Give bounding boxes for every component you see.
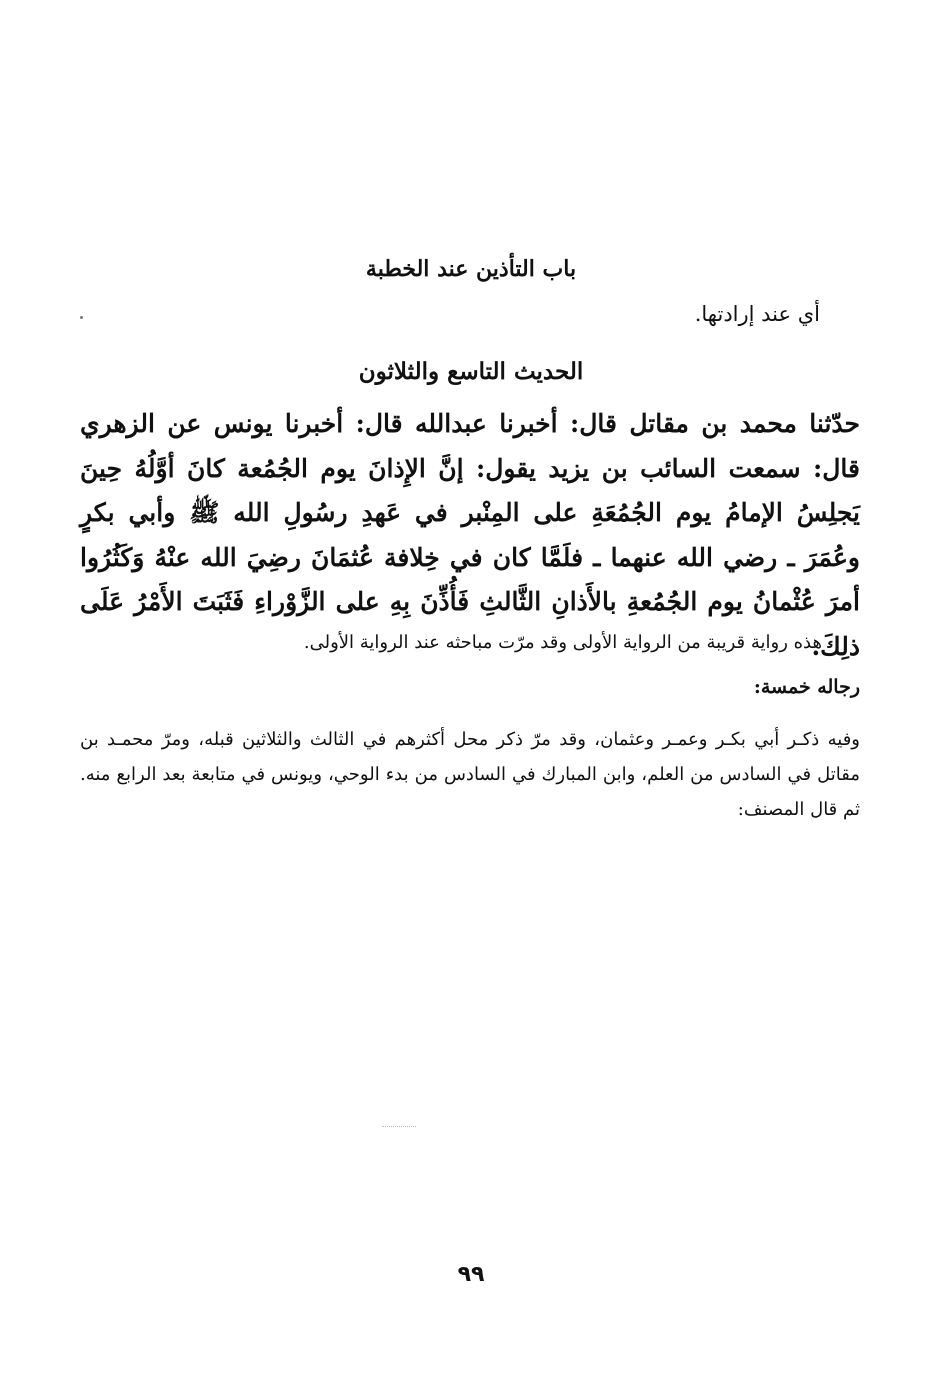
page-number: ٩٩: [457, 1262, 485, 1287]
narrators-text: وفيه ذكـر أبي بكـر وعمـر وعثمان، وقد مرّ ذكر محل أكثرهم في الثالث والثلاثين قبله، ومرّ محمـد بن مقاتل في السادس من العلم، وابن المبارك في السادس من بدء الوحي، ويونس في متابعة بعد الرابع منه. ثم قال المصنف:: [80, 729, 860, 820]
scan-speck: [80, 316, 83, 319]
scan-blemish: [382, 1126, 416, 1129]
commentary-text: هذه رواية قريبة من الرواية الأولى وقد مرّت مباحثه عند الرواية الأولى.: [303, 632, 822, 653]
narrators-heading: رجاله خمسة:: [753, 676, 860, 698]
chapter-title: باب التأذين عند الخطبة: [365, 256, 577, 282]
chapter-intro: أي عند إرادتها.: [694, 302, 820, 326]
hadith-title: الحديث التاسع والثلاثون: [358, 358, 584, 385]
hadith-text: حدّثنا محمد بن مقاتل قال: أخبرنا عبدالله قال: أخبرنا يونس عن الزهري قال: سمعت السائب بن يزيد يقول: إنَّ الإِذانَ يوم الجُمُعة كانَ أوَّلُهُ حِينَ يَجلِسُ الإمامُ يوم الجُمُعَةِ على المِنْبر في عَهدِ رسُولِ الله ﷺ وأبي بكرٍ وعُمَرَ ـ رضي الله عنهما ـ فلَمَّا كان في خِلافة عُثمَانَ رضِيَ الله عنْهُ وَكَثُرُوا أمرَ عُثْمانُ يوم الجُمُعةِ بالأَذانِ الثَّالثِ فَأُذِّنَ بِهِ على الزَّوْراءِ فَثَبَتَ الأَمْرُ عَلَى ذلِكَ.: [80, 409, 860, 661]
